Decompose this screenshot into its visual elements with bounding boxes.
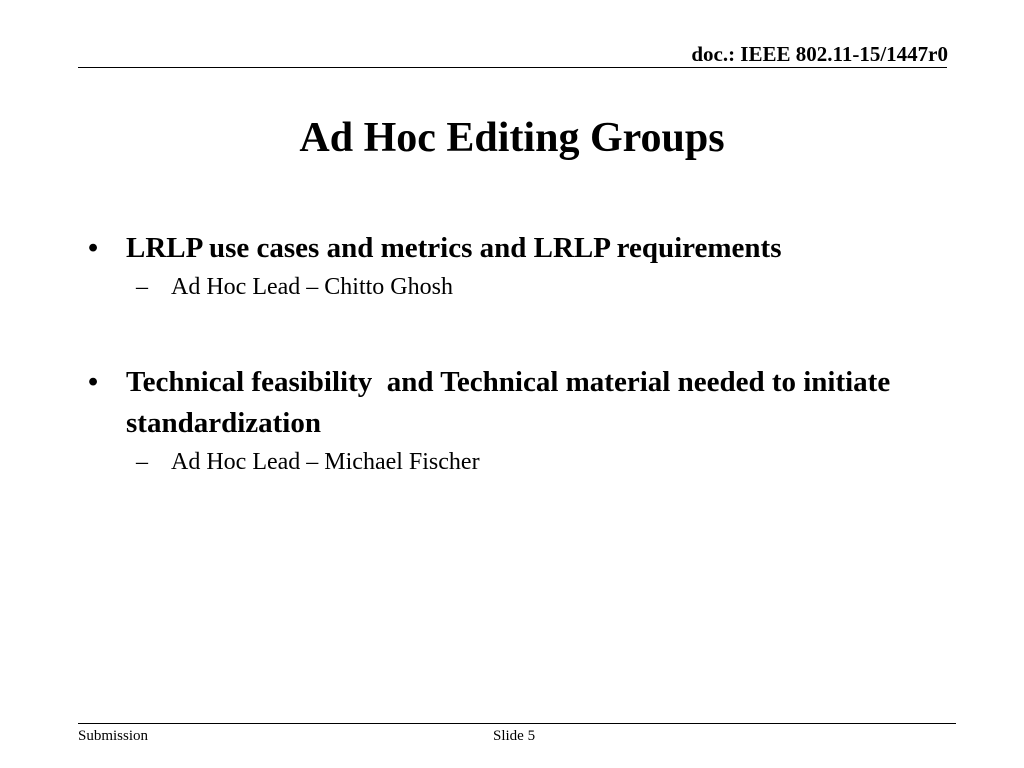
footer-submission-label: Submission xyxy=(78,728,149,744)
slide-title: Ad Hoc Editing Groups xyxy=(299,115,725,161)
bullet-item xyxy=(80,362,950,444)
footer-divider xyxy=(78,723,956,724)
bullet-marker: • xyxy=(88,232,99,264)
sub-bullet-marker: – xyxy=(136,274,148,300)
bullet-item xyxy=(80,228,950,269)
sub-bullet-text: Ad Hoc Lead – Michael Fischer xyxy=(171,449,480,475)
bullet-list xyxy=(80,228,950,479)
header-doc-id: doc.: IEEE 802.11-15/1447r0 xyxy=(691,42,948,66)
header-divider xyxy=(78,67,947,68)
bullet-marker: • xyxy=(88,366,99,398)
sub-bullet-marker: – xyxy=(136,449,148,475)
sub-bullet-item xyxy=(80,270,950,304)
footer-slide-number: Slide 5 xyxy=(493,728,536,744)
bullet-text: LRLP use cases and metrics and LRLP requirements xyxy=(126,232,782,264)
sub-bullet-item xyxy=(80,445,950,479)
bullet-spacer xyxy=(80,304,950,362)
sub-bullet-text: Ad Hoc Lead – Chitto Ghosh xyxy=(171,274,453,300)
bullet-text: Technical feasibility and Technical material needed to initiate standardization xyxy=(126,366,898,439)
